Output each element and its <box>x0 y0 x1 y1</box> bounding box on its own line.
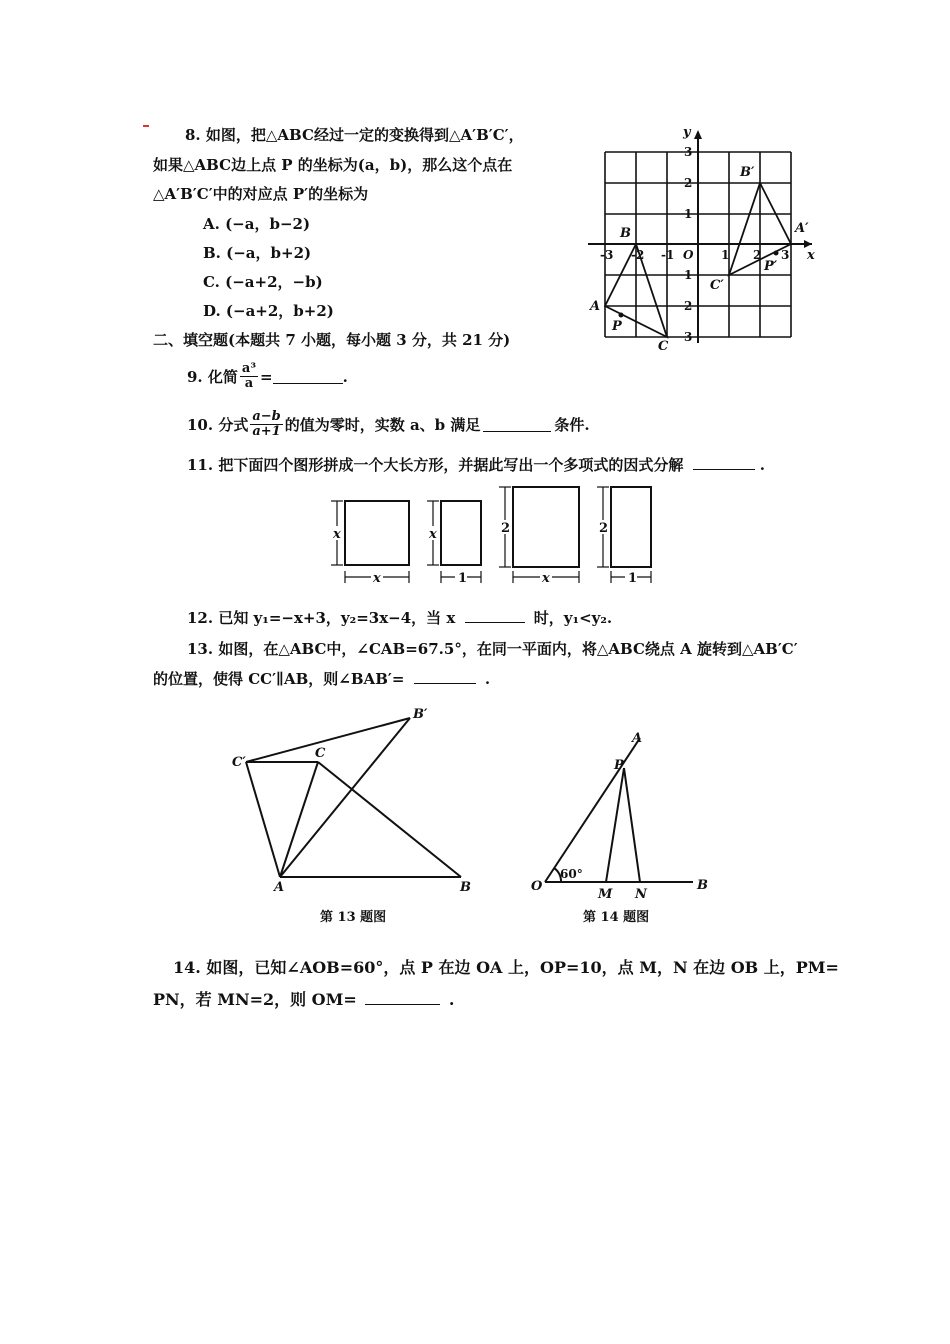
q10-denominator: a+1 <box>252 424 281 439</box>
q14-label-a: A <box>632 731 643 746</box>
q9-suffix: = <box>260 367 273 386</box>
q8-line3: △A′B′C′中的对应点 P′的坐标为 <box>153 185 369 203</box>
svg-text:O: O <box>683 248 694 262</box>
q13-label-c1: C′ <box>232 755 246 770</box>
label-b1: B′ <box>740 165 755 180</box>
q10-answer-blank[interactable] <box>483 417 551 432</box>
q14-line2-wrap <box>153 987 454 1010</box>
q13-answer-blank[interactable] <box>414 669 476 684</box>
q13-caption: 第 13 题图 <box>320 910 387 925</box>
q13-label-a: A <box>274 880 285 895</box>
q13-label-b: B <box>460 880 471 895</box>
fig3-side-label: 2 <box>501 521 511 536</box>
q14-label-m: M <box>598 887 613 902</box>
fig1-square <box>345 501 409 565</box>
segment-pn <box>624 768 640 882</box>
fig3-rect <box>513 487 579 567</box>
fig4-rect <box>611 487 651 567</box>
q11-figures <box>320 480 660 590</box>
fig1-side-label: x <box>333 527 341 542</box>
fig2-rect <box>441 501 481 565</box>
point-p1-dot <box>774 251 779 256</box>
svg-text:-3: -3 <box>600 248 614 262</box>
fig4-bottom-label: 1 <box>628 571 638 586</box>
q13-figure <box>225 700 485 895</box>
y-axis-arrow-icon <box>694 130 702 139</box>
q8-option-b: B. (−a，b+2) <box>203 244 312 262</box>
q8-option-a: A. (−a，b−2) <box>203 215 311 233</box>
label-a: A <box>590 299 601 314</box>
q10-fraction <box>250 410 282 439</box>
q8-line2: 如果△ABC边上点 P 的坐标为(a，b)，那么这个点在 <box>153 156 513 174</box>
x-axis-arrow-icon <box>804 240 812 248</box>
svg-text:2: 2 <box>753 248 762 262</box>
q8-coordinate-graph <box>585 120 820 355</box>
q11-end: . <box>759 456 766 474</box>
svg-text:3: 3 <box>684 145 693 159</box>
q10-numerator: a−b <box>252 409 281 424</box>
q9-end: . <box>342 367 348 386</box>
svg-text:-2: -2 <box>631 248 645 262</box>
label-a1: A′ <box>795 221 809 236</box>
question-11 <box>187 454 765 475</box>
label-b: B <box>620 226 631 241</box>
label-c: C <box>658 339 669 354</box>
q14-angle-label: 60° <box>560 867 583 881</box>
q14-label-n: N <box>635 887 647 902</box>
fig2-bottom-label: 1 <box>458 571 468 586</box>
segment-c1b1 <box>246 718 410 762</box>
q14-end: . <box>448 990 455 1009</box>
q9-answer-blank[interactable] <box>273 369 343 384</box>
q13-label-c: C <box>315 746 326 761</box>
fig1-bottom-label: x <box>373 571 381 586</box>
svg-text:3: 3 <box>781 248 790 262</box>
label-p1: P′ <box>764 259 778 274</box>
segment-ac1 <box>246 762 280 877</box>
q13-line2-wrap <box>153 668 490 689</box>
q12-suffix: 时，y₁<y₂. <box>533 609 613 627</box>
q13-line2: 的位置，使得 CC′∥AB，则∠BAB′= <box>153 670 405 688</box>
q11-answer-blank[interactable] <box>693 455 755 470</box>
fig4-side-label: 2 <box>599 521 609 536</box>
question-12 <box>187 607 612 628</box>
q14-line2: PN，若 MN=2，则 OM= <box>153 990 357 1009</box>
svg-text:1: 1 <box>684 268 693 282</box>
q14-answer-blank[interactable] <box>365 990 440 1005</box>
fig2-side-label: x <box>429 527 437 542</box>
q14-figure <box>525 728 715 902</box>
q13-label-b1: B′ <box>413 707 428 722</box>
fig3-bottom-label: x <box>542 571 550 586</box>
segment-cb <box>318 762 461 877</box>
svg-text:1: 1 <box>721 248 730 262</box>
q14-label-o: O <box>531 879 543 894</box>
q9-fraction <box>240 362 258 391</box>
q10-prefix: 10. 分式 <box>187 416 249 434</box>
q14-label-p: P <box>614 758 624 773</box>
y-axis-label: y <box>683 125 691 140</box>
q13-line1: 13. 如图，在△ABC中，∠CAB=67.5°，在同一平面内，将△ABC绕点 A 旋转到△AB′C′ <box>187 640 798 658</box>
svg-text:3: 3 <box>684 330 693 344</box>
svg-text:2: 2 <box>684 176 693 190</box>
q8-line1: 8. 如图，把△ABC经过一定的变换得到△A′B′C′， <box>185 126 524 144</box>
segment-ab1 <box>280 718 410 877</box>
q9-numerator: a³ <box>241 361 257 376</box>
point-p-dot <box>619 313 624 318</box>
q14-label-b: B <box>697 878 708 893</box>
q9-denominator: a <box>244 376 254 391</box>
x-axis-label: x <box>807 248 815 263</box>
red-mark <box>143 125 149 127</box>
q8-option-d: D. (−a+2，b+2) <box>203 302 334 320</box>
q14-caption: 第 14 题图 <box>583 910 650 925</box>
svg-text:-1: -1 <box>661 248 675 262</box>
q13-end: . <box>484 670 491 688</box>
question-9 <box>187 362 348 391</box>
segment-ac <box>280 762 318 877</box>
q10-middle: 的值为零时，实数 a、b 满足 <box>284 416 481 434</box>
label-c1: C′ <box>710 278 724 293</box>
q12-prefix: 12. 已知 y₁=−x+3，y₂=3x−4，当 x <box>187 609 456 627</box>
q9-prefix: 9. 化简 <box>187 368 238 386</box>
q8-option-c: C. (−a+2，−b) <box>203 273 323 291</box>
q12-answer-blank[interactable] <box>465 608 525 623</box>
q14-line1: 14. 如图，已知∠AOB=60°，点 P 在边 OA 上，OP=10，点 M，N 在边 OB 上，PM= <box>173 958 839 977</box>
label-p: P <box>612 319 622 334</box>
ray-oa <box>545 738 640 882</box>
svg-text:1: 1 <box>684 207 693 221</box>
question-10 <box>187 410 590 439</box>
q11-text: 11. 把下面四个图形拼成一个大长方形，并据此写出一个多项式的因式分解 <box>187 456 684 474</box>
q10-suffix: 条件. <box>554 416 590 434</box>
svg-text:2: 2 <box>684 299 693 313</box>
section-title: 二、填空题(本题共 7 小题，每小题 3 分，共 21 分) <box>153 331 511 349</box>
